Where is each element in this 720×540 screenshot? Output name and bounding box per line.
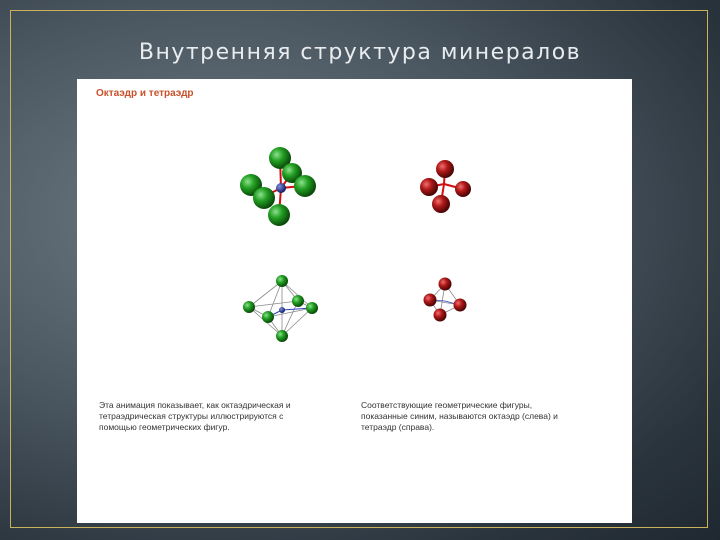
wire-octa-atom-left — [243, 301, 255, 313]
tetrahedron-ball-model — [420, 160, 471, 213]
wire-tetra-atom-right — [454, 299, 467, 312]
wire-octa-center-atom — [279, 307, 285, 313]
tetrahedron-wireframe-model — [424, 278, 467, 322]
octahedron-atom-bottom — [268, 204, 290, 226]
octahedron-center-atom — [276, 183, 286, 193]
caption-left: Эта анимация показывает, как октаэдрическая и тетраэдрическая структуры иллюстрируются с помощью геометрических фигур. — [99, 400, 291, 432]
tetrahedron-atom-left — [420, 178, 438, 196]
content-panel — [77, 79, 632, 523]
octahedron-wireframe-model — [243, 275, 318, 342]
wire-tetra-atom-top — [439, 278, 452, 291]
wire-octa-atom-right — [306, 302, 318, 314]
panel-heading: Октаэдр и тетраэдр — [96, 88, 194, 99]
tetrahedron-atom-top — [436, 160, 454, 178]
tetrahedron-atom-right — [455, 181, 471, 197]
wire-octa-atom-top — [276, 275, 288, 287]
diagram-canvas — [77, 79, 632, 523]
wire-octa-atom-bottom — [276, 330, 288, 342]
octahedron-atom-right — [294, 175, 316, 197]
wire-tetra-atom-bottom — [434, 309, 447, 322]
wire-octa-atom-front — [262, 311, 274, 323]
slide-title: Внутренняя структура минералов — [138, 40, 582, 65]
wire-octa-atom-back — [292, 295, 304, 307]
octahedron-ball-model — [240, 147, 316, 226]
wire-tetra-atom-left — [424, 294, 437, 307]
caption-right: Соответствующие геометрические фигуры, показанные синим, называются октаэдр (слева) и тетраэдр (справа). — [361, 400, 558, 432]
tetrahedron-atom-bottom — [432, 195, 450, 213]
octahedron-atom-front — [253, 187, 275, 209]
